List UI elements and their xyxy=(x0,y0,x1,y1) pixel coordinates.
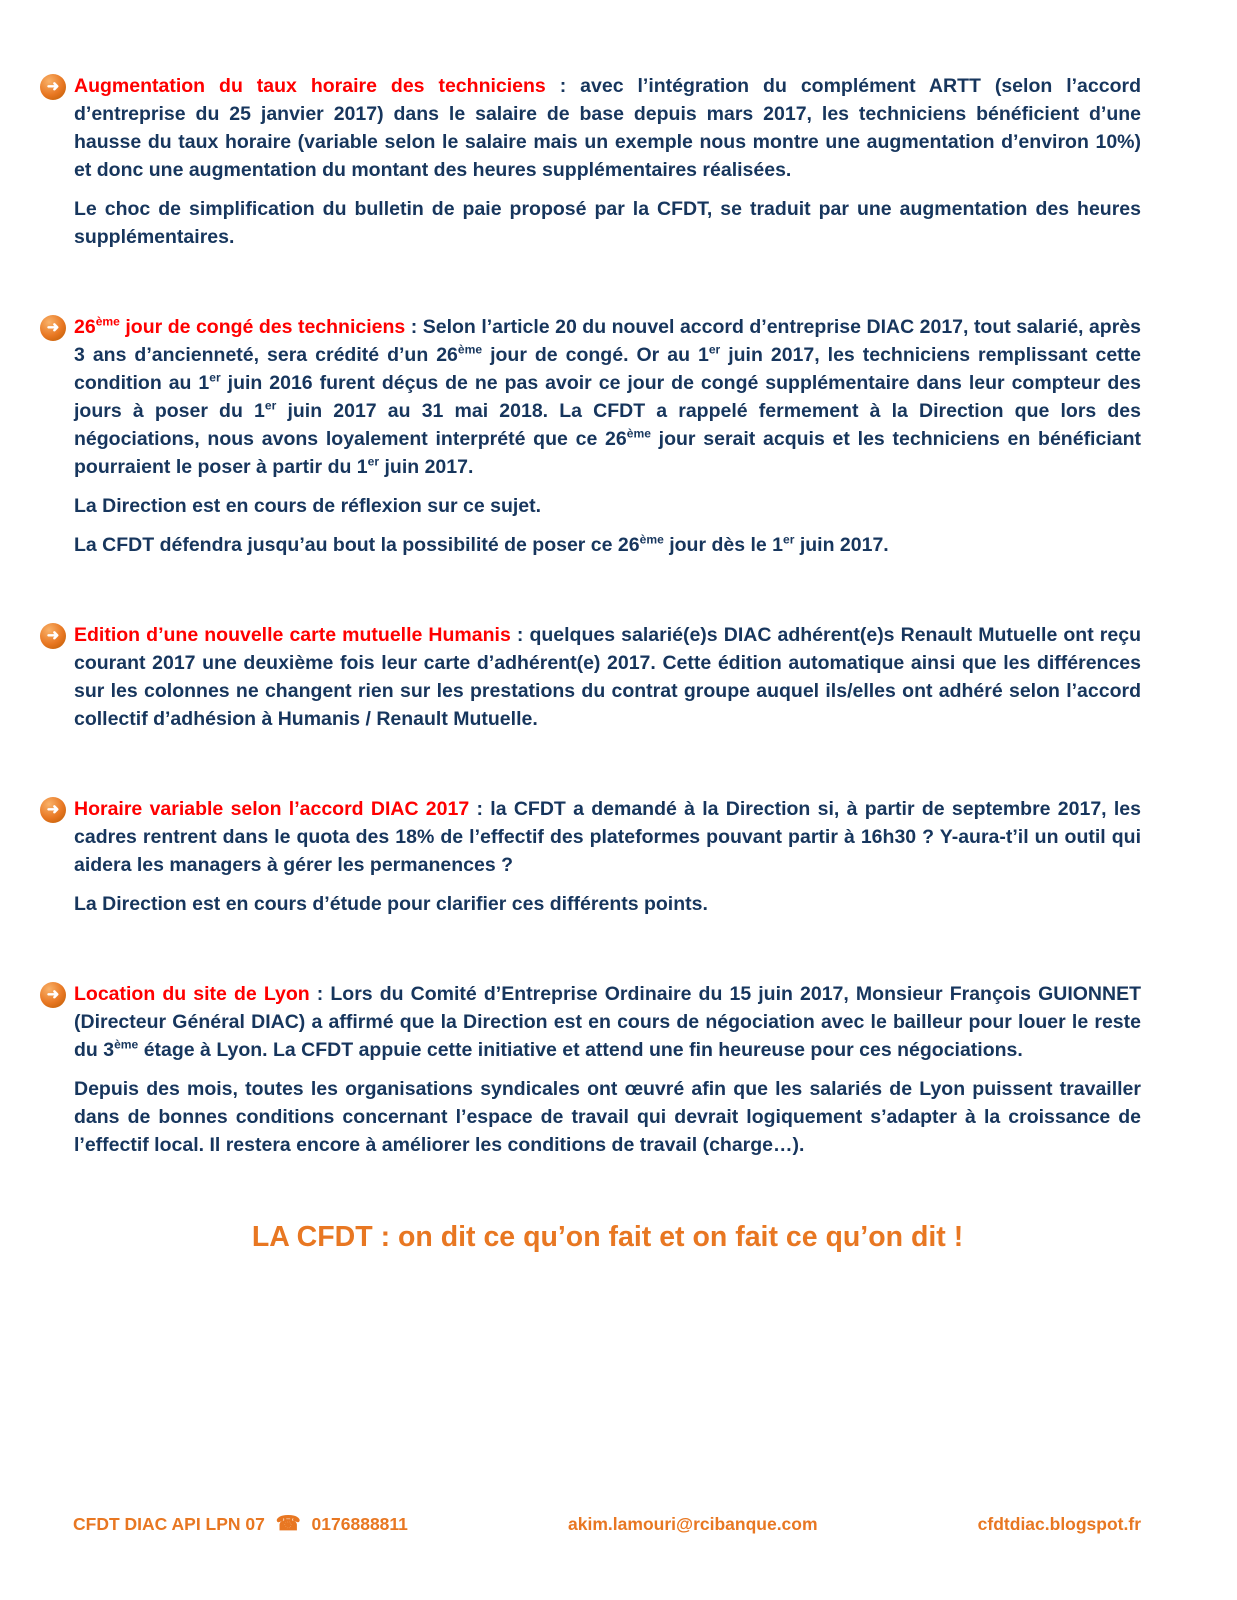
arrow-bullet-icon: ➜ xyxy=(40,797,66,823)
section-paragraphs xyxy=(74,492,1141,559)
section-paragraph: La CFDT défendra jusqu’au bout la possibilité de poser ce 26ème jour dès le 1er juin 2017. xyxy=(74,532,889,556)
section-lead xyxy=(74,621,1141,733)
section-content xyxy=(74,313,1141,559)
section-heading: Augmentation du taux horaire des techniciens xyxy=(74,75,546,97)
bullet-section xyxy=(40,621,1141,733)
footer-contact xyxy=(73,1511,408,1536)
section-content xyxy=(74,795,1141,918)
section-paragraph: La Direction est en cours de réflexion sur ce sujet. xyxy=(74,495,542,517)
section-body: : la CFDT a demandé à la Direction si, à partir de septembre 2017, les cadres rentrent dans le quota des 18% de l’effectif des plateformes pouvant partir à 16h30 ? Y-aura-t’il un outil qui aidera les managers à gérer les permanences ? xyxy=(74,798,1141,876)
section-content xyxy=(74,621,1141,733)
section-heading: Horaire variable selon l’accord DIAC 2017 xyxy=(74,798,470,820)
section-lead xyxy=(74,795,1141,879)
section-paragraph: La Direction est en cours d’étude pour clarifier ces différents points. xyxy=(74,893,708,915)
section-paragraph: Depuis des mois, toutes les organisations syndicales ont œuvré afin que les salariés de Lyon puissent travailler dans de bonnes conditions concernant l’espace de travail qui devrait logiquement s’adapter à la croissance de l’effectif local. Il restera encore à améliorer les conditions de travail (charge…). xyxy=(74,1078,1141,1156)
footer-org: CFDT DIAC API LPN 07 xyxy=(73,1514,265,1534)
bullet-section xyxy=(40,72,1141,251)
section-content xyxy=(74,980,1141,1159)
footer-email: akim.lamouri@rcibanque.com xyxy=(568,1514,818,1534)
section-heading: Edition d’une nouvelle carte mutuelle Humanis xyxy=(74,624,511,646)
section-lead xyxy=(74,980,1141,1064)
arrow-bullet-icon: ➜ xyxy=(40,315,66,341)
slogan: LA CFDT : on dit ce qu’on fait et on fait ce qu’on dit ! xyxy=(251,1221,964,1253)
arrow-bullet-icon: ➜ xyxy=(40,74,66,100)
bullet-section xyxy=(40,795,1141,918)
section-paragraphs xyxy=(74,1075,1141,1159)
arrow-bullet-icon: ➜ xyxy=(40,623,66,649)
section-body: : avec l’intégration du complément ARTT (selon l’accord d’entreprise du 25 janvier 2017) dans le salaire de base depuis mars 2017, les techniciens bénéficient d’une hausse du taux horaire (variable selon le salaire mais un exemple nous montre une augmentation d’environ 10%) et donc une augmentation du montant des heures supplémentaires réalisées. xyxy=(74,75,1142,181)
section-lead xyxy=(74,72,1141,184)
sections-container xyxy=(40,72,1141,1159)
section-heading: 26ème jour de congé des techniciens xyxy=(74,314,406,338)
section-paragraph: Le choc de simplification du bulletin de paie proposé par la CFDT, se traduit par une augmentation des heures supplémentaires. xyxy=(74,198,1141,248)
section-body: : Selon l’article 20 du nouvel accord d’entreprise DIAC 2017, tout salarié, après 3 ans d’ancienneté, sera crédité d’un 26ème jour de congé. Or au 1er juin 2017, les techniciens remplissant cette condition au 1er juin 2016 furent déçus de ne pas avoir ce jour de congé supplémentaire dans leur compteur des jours à poser du 1er juin 2017 au 31 mai 2018. La CFDT a rappelé fermement à la Direction que lors des négociations, nous avons loyalement interprété que ce 26ème jour serait acquis et les techniciens en bénéficiant pourraient le poser à partir du 1er juin 2017. xyxy=(74,316,1141,478)
section-body: : quelques salarié(e)s DIAC adhérent(e)s Renault Mutuelle ont reçu courant 2017 une deuxième fois leur carte d’adhérent(e) 2017. Cette édition automatique ainsi que les différences sur les colonnes ne changent rien sur les prestations du contrat groupe auquel ils/elles ont adhéré selon l’accord collectif d’adhésion à Humanis / Renault Mutuelle. xyxy=(74,624,1141,730)
section-body: : Lors du Comité d’Entreprise Ordinaire du 15 juin 2017, Monsieur François GUIONNET (Directeur Général DIAC) a affirmé que la Direction est en cours de négociation avec le bailleur pour louer le reste du 3ème étage à Lyon. La CFDT appuie cette initiative et attend une fin heureuse pour ces négociations. xyxy=(74,983,1141,1061)
section-paragraphs xyxy=(74,195,1141,251)
phone-icon: ☎ xyxy=(275,1513,301,1535)
bullet-section xyxy=(40,980,1141,1159)
section-content xyxy=(74,72,1141,251)
footer-phone-number: 0176888811 xyxy=(311,1514,408,1534)
arrow-bullet-icon: ➜ xyxy=(40,982,66,1008)
section-paragraphs xyxy=(74,890,1141,918)
section-heading: Location du site de Lyon xyxy=(74,983,310,1005)
bullet-section xyxy=(40,313,1141,559)
footer-website: cfdtdiac.blogspot.fr xyxy=(977,1514,1141,1534)
section-lead xyxy=(74,313,1141,481)
footer xyxy=(73,1511,1141,1536)
